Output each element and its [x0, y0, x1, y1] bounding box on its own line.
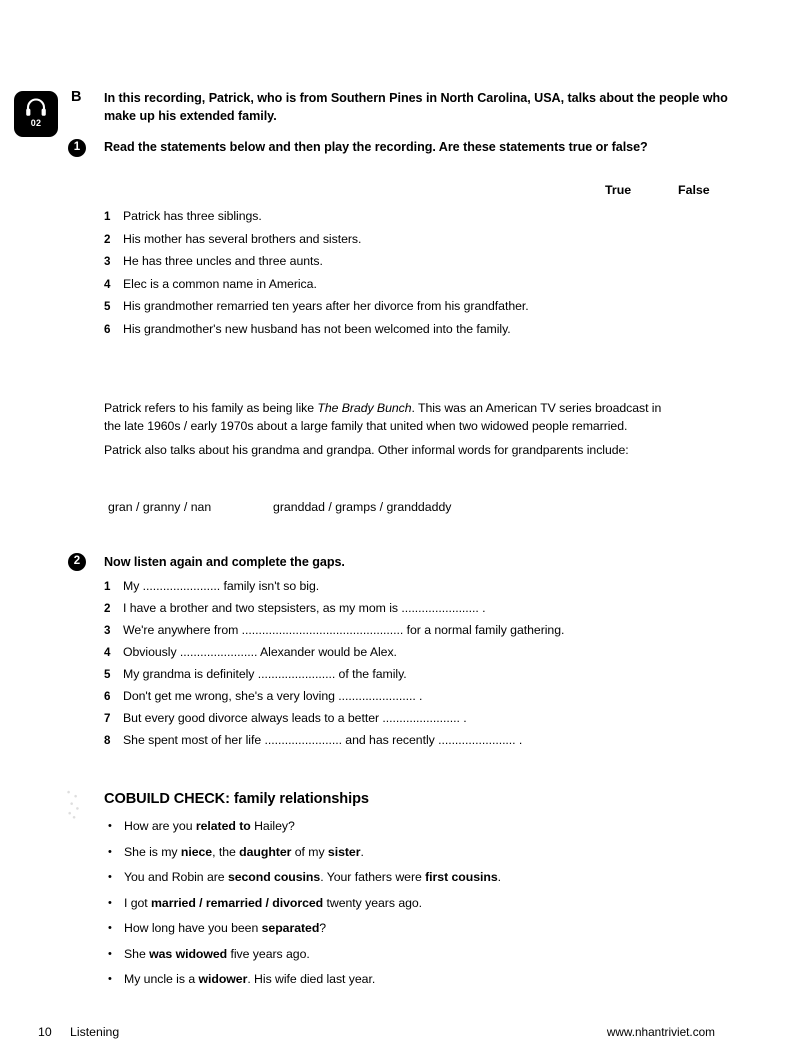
gap-text[interactable]: I have a brother and two stepsisters, as my mom is ....................... . — [123, 601, 486, 615]
gap-number: 3 — [104, 624, 111, 637]
section-intro-text: In this recording, Patrick, who is from Southern Pines in North Carolina, USA, talks about the people who make up his extended family. — [104, 91, 728, 123]
cobuild-item — [108, 818, 708, 835]
gap-text[interactable]: But every good divorce always leads to a better ....................... . — [123, 711, 467, 725]
statement-text: His mother has several brothers and sisters. — [123, 231, 362, 246]
gap-row — [104, 688, 704, 705]
bullet-icon: • — [108, 820, 112, 832]
gap-text[interactable]: She spent most of her life ....................... and has recently ....................... . — [123, 733, 523, 747]
cobuild-item — [108, 844, 708, 861]
statement-text: His grandmother remarried ten years after her divorce from his grandfather. — [123, 299, 529, 313]
statement-row — [104, 298, 704, 315]
gap-number: 8 — [104, 734, 111, 747]
bullet-icon: • — [108, 845, 112, 858]
task-number-badge-2: 2 — [68, 553, 86, 571]
task-2-prompt: Now listen again and complete the gaps. — [104, 555, 345, 569]
cobuild-item-text: How are you related to Hailey? — [124, 819, 295, 833]
cobuild-item-text: You and Robin are second cousins. Your fathers were first cousins. — [124, 870, 501, 884]
statement-row — [104, 321, 704, 338]
bullet-icon: • — [108, 871, 112, 883]
statement-text: His grandmother's new husband has not been welcomed into the family. — [123, 321, 511, 336]
gap-text[interactable]: Obviously ....................... Alexander would be Alex. — [123, 645, 397, 659]
gap-number: 2 — [104, 602, 111, 615]
statement-number: 1 — [104, 210, 111, 223]
footer-left — [38, 1025, 119, 1039]
cobuild-check-title: COBUILD CHECK: family relationships — [104, 791, 369, 807]
audio-track-badge[interactable] — [14, 91, 58, 137]
column-header-false: False — [678, 183, 710, 197]
statement-row — [104, 231, 704, 248]
statement-text: He has three uncles and three aunts. — [123, 254, 323, 268]
track-number: 02 — [30, 118, 42, 128]
statement-number: 2 — [104, 232, 111, 246]
statement-row — [104, 208, 704, 225]
statement-text: Elec is a common name in America. — [123, 276, 317, 291]
gap-number: 5 — [104, 668, 111, 681]
cobuild-item-text: My uncle is a widower. His wife died last year. — [124, 972, 376, 986]
cobuild-item — [108, 946, 708, 963]
page-number: 10 — [38, 1025, 52, 1039]
footer-url: www.nhantriviet.com — [606, 1025, 715, 1039]
gap-number: 7 — [104, 712, 111, 725]
cobuild-example-list — [108, 818, 708, 997]
grandparents-note: Patrick also talks about his grandma and grandpa. Other informal words for grandparents include: — [104, 443, 629, 457]
cobuild-item-text: She was widowed five years ago. — [124, 946, 310, 961]
gap-row — [104, 578, 704, 595]
informal-grandfather-words: granddad / gramps / granddaddy — [273, 500, 452, 514]
task-1-prompt: Read the statements below and then play the recording. Are these statements true or false? — [104, 140, 648, 154]
gap-text[interactable]: My grandma is definitely ....................... of the family. — [123, 667, 407, 681]
gap-row — [104, 710, 704, 727]
task-number-badge-1: 1 — [68, 139, 86, 157]
bullet-icon: • — [108, 922, 112, 934]
gap-row — [104, 622, 704, 639]
gap-text[interactable]: We're anywhere from ................................................ for a normal family gathering. — [123, 623, 565, 637]
culture-note-block — [104, 400, 674, 460]
scan-smudge — [62, 786, 84, 820]
section-name: Listening — [70, 1025, 120, 1039]
gap-row — [104, 666, 704, 683]
cobuild-item — [108, 971, 708, 988]
cobuild-item — [108, 895, 708, 912]
headphones-icon — [25, 97, 47, 117]
cobuild-item-text: She is my niece, the daughter of my sister. — [124, 844, 364, 859]
brady-bunch-note — [104, 400, 674, 435]
gap-number: 4 — [104, 646, 111, 659]
gap-number: 1 — [104, 580, 111, 593]
bullet-icon: • — [108, 973, 112, 985]
statement-number: 4 — [104, 277, 111, 291]
statement-number: 3 — [104, 255, 111, 268]
gap-number: 6 — [104, 690, 111, 703]
statement-number: 5 — [104, 300, 111, 313]
gap-text[interactable]: Don't get me wrong, she's a very loving ....................... . — [123, 689, 423, 703]
tv-series-title: The Brady Bunch — [317, 401, 412, 415]
statement-row — [104, 276, 704, 293]
column-header-true: True — [605, 183, 632, 197]
gap-text[interactable]: My ....................... family isn't so big. — [123, 579, 320, 593]
informal-grandmother-words: gran / granny / nan — [108, 500, 212, 514]
statement-text: Patrick has three siblings. — [123, 209, 262, 223]
gap-row — [104, 644, 704, 661]
informal-words-row — [108, 499, 451, 516]
cobuild-item — [108, 920, 708, 937]
task-1-statement-list — [104, 208, 704, 343]
brady-note-after: . This was an American TV series broadcast in the late 1960s / early 1970s about a large family that united when two widowed people remarried. — [104, 401, 662, 433]
cobuild-item-text: I got married / remarried / divorced twenty years ago. — [124, 895, 423, 910]
statement-row — [104, 253, 704, 270]
cobuild-item-text: How long have you been separated? — [124, 921, 327, 935]
bullet-icon: • — [108, 896, 112, 909]
bullet-icon: • — [108, 947, 112, 960]
section-letter: B — [71, 89, 82, 105]
gap-row — [104, 732, 704, 749]
cobuild-item — [108, 869, 708, 886]
task-2-gapfill-list — [104, 578, 704, 754]
gap-row — [104, 600, 704, 617]
brady-note-before: Patrick refers to his family as being like — [104, 401, 318, 415]
statement-number: 6 — [104, 322, 111, 336]
